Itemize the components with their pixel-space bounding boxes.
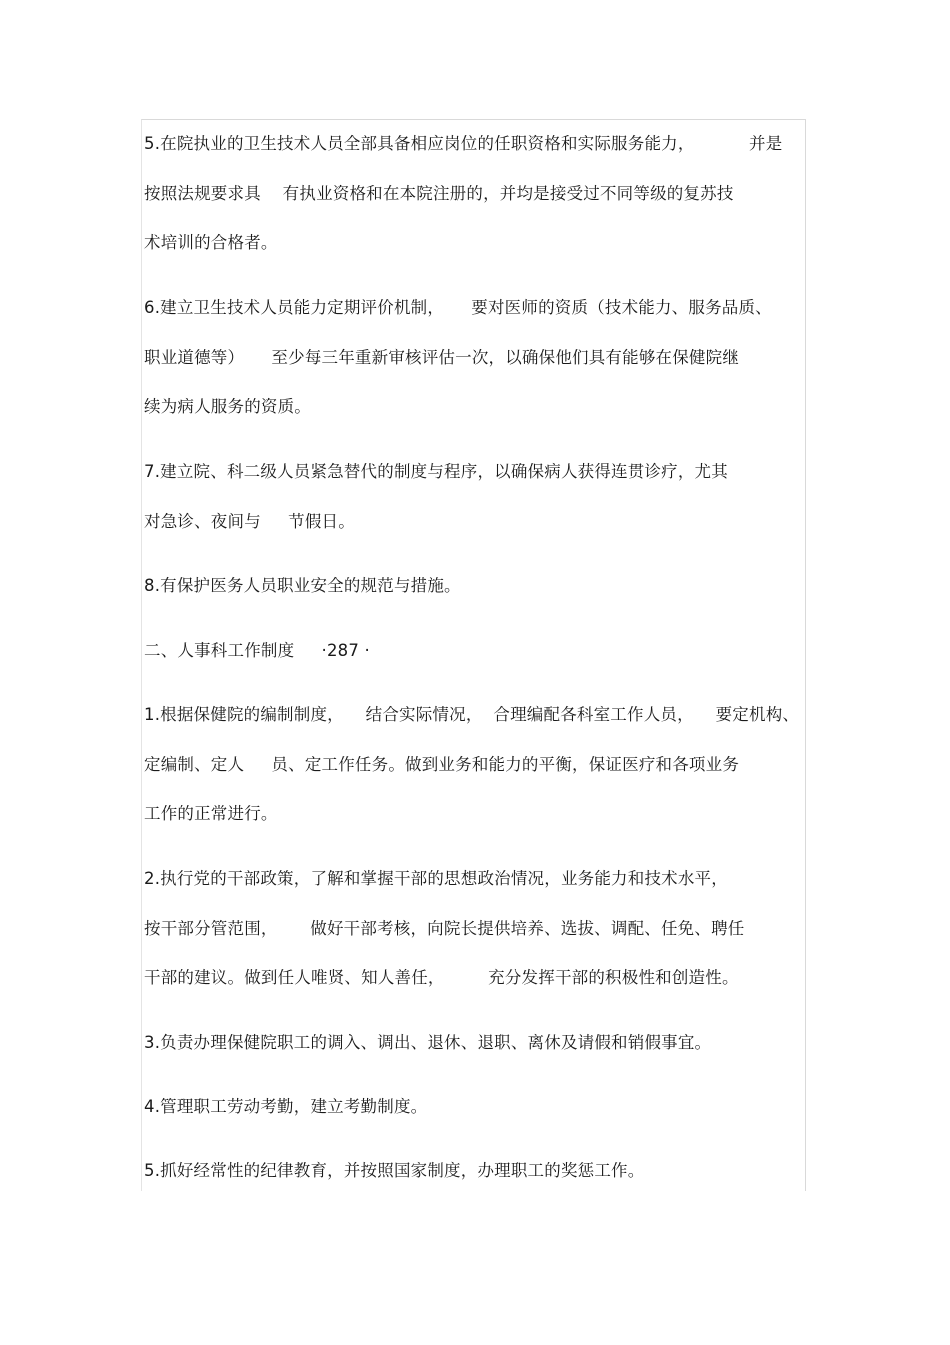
text-line-item5-part3: 术培训的合格者。 [144,233,278,252]
text-line-item7-part1: 7.建立院、科二级人员紧急替代的制度与程序，以确保病人获得连贯诊疗，尤其 [144,462,728,481]
text-line-hr1-part3: 工作的正常进行。 [144,804,278,823]
text-line-hr2-part1: 2.执行党的干部政策，了解和掌握干部的思想政治情况，业务能力和技术水平， [144,869,728,888]
text-line-item6-part2: 职业道德等） 至少每三年重新审核评估一次，以确保他们具有能够在保健院继 [144,348,740,367]
text-line-item5-part2: 按照法规要求具 有执业资格和在本院注册的，并均是接受过不同等级的复苏技 [144,184,734,203]
text-line-item7-part2: 对急诊、夜间与 节假日。 [144,512,355,531]
text-line-hr1-part2: 定编制、定人 员、定工作任务。做到业务和能力的平衡，保证医疗和各项业务 [144,755,740,774]
text-line-item6-part3: 续为病人服务的资质。 [144,397,311,416]
text-line-item6-part1: 6.建立卫生技术人员能力定期评价机制， 要对医师的资质（技术能力、服务品质、 [144,298,772,317]
text-line-item8: 8.有保护医务人员职业安全的规范与措施。 [144,576,461,595]
text-line-hr4: 4.管理职工劳动考勤，建立考勤制度。 [144,1097,428,1116]
text-line-hr1-part1: 1.根据保健院的编制制度， 结合实际情况， 合理编配各科室工作人员， 要定机构、 [144,705,800,724]
text-line-item5-part1: 5.在院执业的卫生技术人员全部具备相应岗位的任职资格和实际服务能力， 并是 [144,134,783,153]
text-line-hr2-part2: 按干部分管范围， 做好干部考核，向院长提供培养、选拔、调配、任免、聘任 [144,919,745,938]
text-line-hr5: 5.抓好经常性的纪律教育，并按照国家制度，办理职工的奖惩工作。 [144,1161,645,1180]
text-line-hr2-part3: 干部的建议。做到任人唯贤、知人善任， 充分发挥干部的积极性和创造性。 [144,968,739,987]
text-line-hr3: 3.负责办理保健院职工的调入、调出、退休、退职、离休及请假和销假事宜。 [144,1033,712,1052]
section-heading: 二、人事科工作制度 ·287 · [144,641,370,660]
